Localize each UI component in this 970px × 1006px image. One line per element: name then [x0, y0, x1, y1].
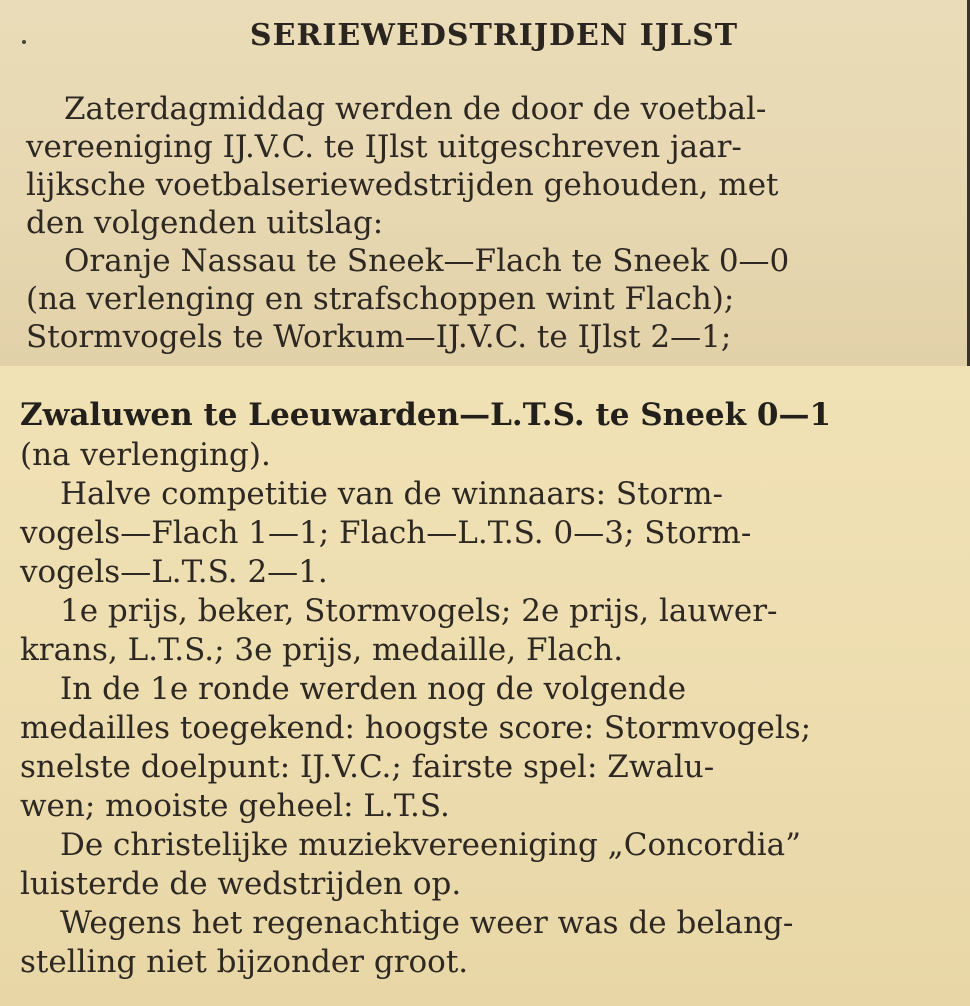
text-line: Wegens het regenachtige weer was de belang- — [60, 905, 794, 941]
lower-clipping — [0, 366, 970, 1006]
text-line: wen; mooiste geheel: L.T.S. — [20, 788, 450, 824]
article-headline: SERIEWEDSTRIJDEN IJLST — [249, 18, 739, 53]
text-line: krans, L.T.S.; 3e prijs, medaille, Flach. — [20, 632, 624, 668]
upper-clipping — [0, 0, 970, 366]
text-line: vereeniging IJ.V.C. te IJlst uitgeschreven jaar- — [26, 129, 742, 165]
text-line: Halve competitie van de winnaars: Storm- — [60, 476, 723, 512]
text-line: lijksche voetbalseriewedstrijden gehouden, met — [26, 167, 779, 203]
text-line: vogels—Flach 1—1; Flach—L.T.S. 0—3; Storm- — [20, 515, 752, 551]
text-line: (na verlenging en strafschoppen wint Flach); — [26, 281, 735, 317]
text-line: vogels—L.T.S. 2—1. — [20, 554, 328, 590]
text-line: 1e prijs, beker, Stormvogels; 2e prijs, lauwer- — [60, 593, 778, 629]
text-line: Oranje Nassau te Sneek—Flach te Sneek 0—0 — [64, 243, 790, 279]
text-line: De christelijke muziekvereeniging „Concordia” — [60, 827, 802, 863]
text-line: stelling niet bijzonder groot. — [20, 944, 469, 980]
text-line: (na verlenging). — [20, 437, 271, 473]
text-line: medailles toegekend: hoogste score: Stormvogels; — [20, 710, 812, 746]
text-line: den volgenden uitslag: — [26, 205, 384, 241]
text-line: snelste doelpunt: IJ.V.C.; fairste spel: Zwalu- — [20, 749, 715, 785]
text-line-bold: Zwaluwen te Leeuwarden—L.T.S. te Sneek 0—1 — [20, 397, 832, 433]
text-line: Stormvogels te Workum—IJ.V.C. te IJlst 2—1; — [26, 319, 732, 355]
text-line: luisterde de wedstrijden op. — [20, 866, 462, 902]
text-line: Zaterdagmiddag werden de door de voetbal- — [64, 91, 767, 127]
text-line: In de 1e ronde werden nog de volgende — [60, 671, 687, 707]
